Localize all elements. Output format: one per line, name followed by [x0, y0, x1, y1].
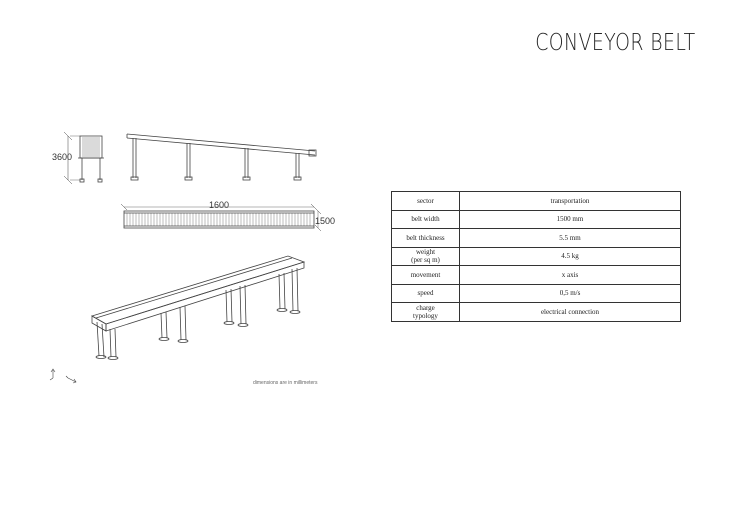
- axis-icon: [50, 369, 76, 383]
- spec-row: [392, 229, 681, 248]
- spec-label: weight (per sq m): [392, 247, 460, 266]
- spec-label: belt thickness: [392, 229, 460, 248]
- spec-row: [392, 284, 681, 303]
- spec-label: movement: [392, 266, 460, 285]
- spec-value: electrical connection: [460, 303, 681, 322]
- page-title: CONVEYOR BELT: [535, 30, 696, 56]
- spec-row: [392, 303, 681, 322]
- spec-value: 1500 mm: [460, 210, 681, 229]
- spec-value: 0,5 m/s: [460, 284, 681, 303]
- front-view-slats: [83, 137, 99, 157]
- specifications-table: [391, 191, 681, 322]
- spec-label: belt width: [392, 210, 460, 229]
- spec-row: [392, 210, 681, 229]
- spec-row: [392, 192, 681, 211]
- spec-value: x axis: [460, 266, 681, 285]
- width-dimension: 1500: [315, 216, 336, 226]
- height-dimension: 3600: [52, 152, 73, 162]
- length-dimension: 1600: [209, 200, 230, 210]
- side-view: [127, 134, 316, 180]
- spec-label: charge typology: [392, 303, 460, 322]
- spec-value: 4.5 kg: [460, 247, 681, 266]
- spec-value: 5.5 mm: [460, 229, 681, 248]
- spec-row: [392, 247, 681, 266]
- perspective-view: [92, 256, 304, 360]
- spec-label: sector: [392, 192, 460, 211]
- spec-row: [392, 266, 681, 285]
- plan-view-slats: [127, 213, 310, 226]
- spec-value: transportation: [460, 192, 681, 211]
- units-note: dimensions are in millimeters: [253, 380, 318, 386]
- spec-label: speed: [392, 284, 460, 303]
